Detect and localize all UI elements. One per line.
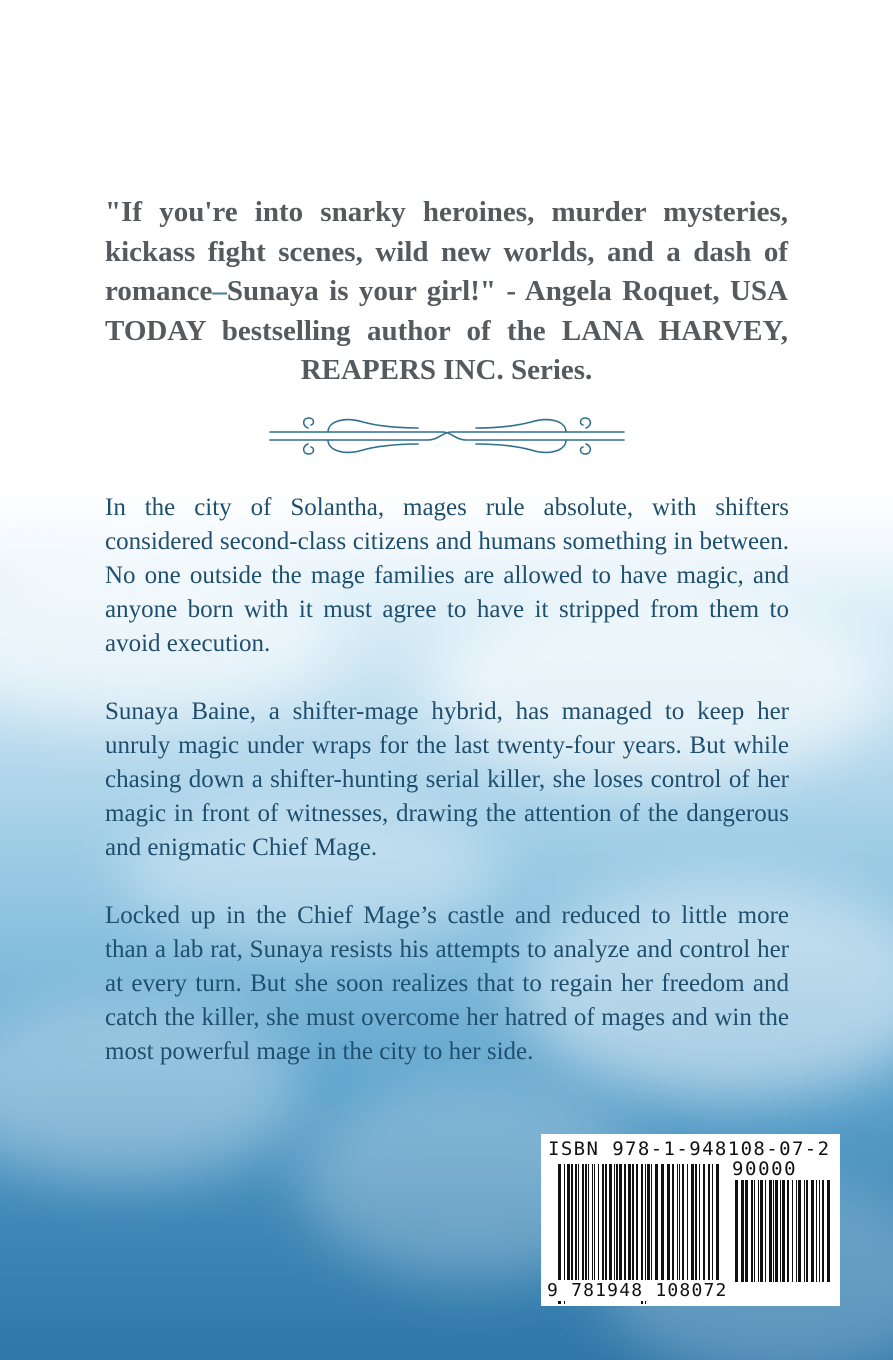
quote-text: Sunaya is your girl!" - Angela Roquet, USA TODAY bestselling author of the LANA HARVEY, REAPERS INC. Series. — [105, 275, 788, 386]
barcode-bar — [796, 1180, 797, 1282]
barcode-bar — [585, 1164, 587, 1282]
barcode-bar — [691, 1164, 694, 1282]
barcode-bar — [773, 1180, 774, 1282]
barcode-bar — [616, 1164, 618, 1282]
barcode-bar — [741, 1180, 744, 1282]
barcode-bar — [632, 1164, 634, 1282]
isbn-barcode — [541, 1134, 840, 1306]
barcode-bar — [754, 1180, 755, 1282]
barcode-bar — [598, 1164, 599, 1282]
barcode-bar — [624, 1164, 626, 1282]
barcode-bar — [822, 1180, 824, 1282]
barcode-bar — [614, 1164, 615, 1282]
blurb-paragraph: In the city of Solantha, mages rule absolute, with shifters considered second-class citizens and humans something in between. No one outside the mage families are allowed to have magic, and anyone born with it must agree to have it stripped from them to avoid execution. — [105, 494, 789, 657]
barcode-bar — [787, 1180, 789, 1282]
barcode-bar — [609, 1164, 612, 1282]
barcode-bar — [745, 1180, 748, 1282]
barcode-bar — [798, 1180, 801, 1282]
barcode-bar — [605, 1164, 607, 1282]
ean-digits: 9 781948 108072 — [547, 1280, 728, 1301]
barcode-bar — [588, 1164, 589, 1282]
barcode-bar — [602, 1164, 604, 1282]
barcode-bar — [708, 1164, 710, 1282]
barcode-bar — [679, 1164, 680, 1282]
barcode-bar — [655, 1164, 658, 1282]
barcode-bar — [571, 1164, 573, 1282]
barcode-bar — [769, 1180, 772, 1282]
barcode-bar — [751, 1180, 753, 1282]
barcode-bar — [575, 1164, 577, 1282]
barcode-bar — [592, 1164, 593, 1282]
barcode-bar — [667, 1164, 670, 1282]
barcode-bar — [811, 1180, 814, 1282]
barcode-bar — [672, 1164, 674, 1282]
barcode-bar — [804, 1180, 805, 1282]
barcode-bar — [582, 1164, 584, 1282]
blurb-paragraph: Sunaya Baine, a shifter-mage hybrid, has managed to keep her unruly magic under wraps for the last twenty-four years. But while chasing down a shifter-hunting serial killer, she loses control of her magic in front of witnesses, drawing the attention of the dangerous and enigmatic Chief Mage. — [105, 698, 789, 861]
barcode-bar — [687, 1164, 688, 1282]
barcode-bar — [765, 1180, 766, 1282]
quote-dash: – — [212, 275, 227, 307]
barcode-bar — [628, 1164, 631, 1282]
barcode-bar — [661, 1164, 664, 1282]
barcode-bar — [567, 1164, 570, 1282]
barcode-bar — [760, 1180, 763, 1282]
blurb-paragraph: Locked up in the Chief Mage’s castle and reduced to little more than a lab rat, Sunaya resists his attempts to analyze and control her at every turn. But she soon realizes that to regain her freedom and catch the killer, she must overcome her hatred of mages and win the most powerful mage in the city to her side. — [105, 902, 789, 1065]
barcode-bar — [703, 1164, 705, 1282]
barcode-bar — [682, 1164, 684, 1282]
barcode-bar — [712, 1164, 713, 1282]
barcode-bar — [775, 1180, 778, 1282]
barcode-bar — [636, 1164, 638, 1282]
endorsement-quote — [105, 193, 788, 391]
barcode-bar — [647, 1164, 650, 1282]
addon-barcode-bars — [735, 1180, 833, 1304]
barcode-bar — [735, 1180, 738, 1282]
barcode-bar — [816, 1180, 817, 1282]
barcode-bar — [819, 1180, 820, 1282]
barcode-bar — [578, 1164, 579, 1282]
barcode-bar — [699, 1164, 700, 1282]
quote-text: "If you're into snarky heroines, murder mysteries, kickass fight scenes, wild new worlds, and a dash of romance — [105, 196, 788, 307]
price-code: 90000 — [732, 1158, 798, 1180]
isbn-label: ISBN 978-1-948108-07-2 — [548, 1138, 831, 1160]
barcode-bar — [827, 1180, 830, 1282]
barcode-bar — [716, 1164, 719, 1282]
barcode-bar — [806, 1180, 808, 1282]
barcode-bar — [594, 1164, 595, 1282]
barcode-bar — [782, 1180, 785, 1282]
barcode-bar — [758, 1180, 759, 1282]
barcode-bar — [651, 1164, 652, 1282]
barcode-bar — [695, 1164, 697, 1282]
barcode-bar — [792, 1180, 793, 1282]
barcode-bar — [677, 1164, 678, 1282]
barcode-bar — [619, 1164, 622, 1282]
flourish-divider-icon — [268, 410, 626, 462]
barcode-bar — [780, 1180, 781, 1282]
